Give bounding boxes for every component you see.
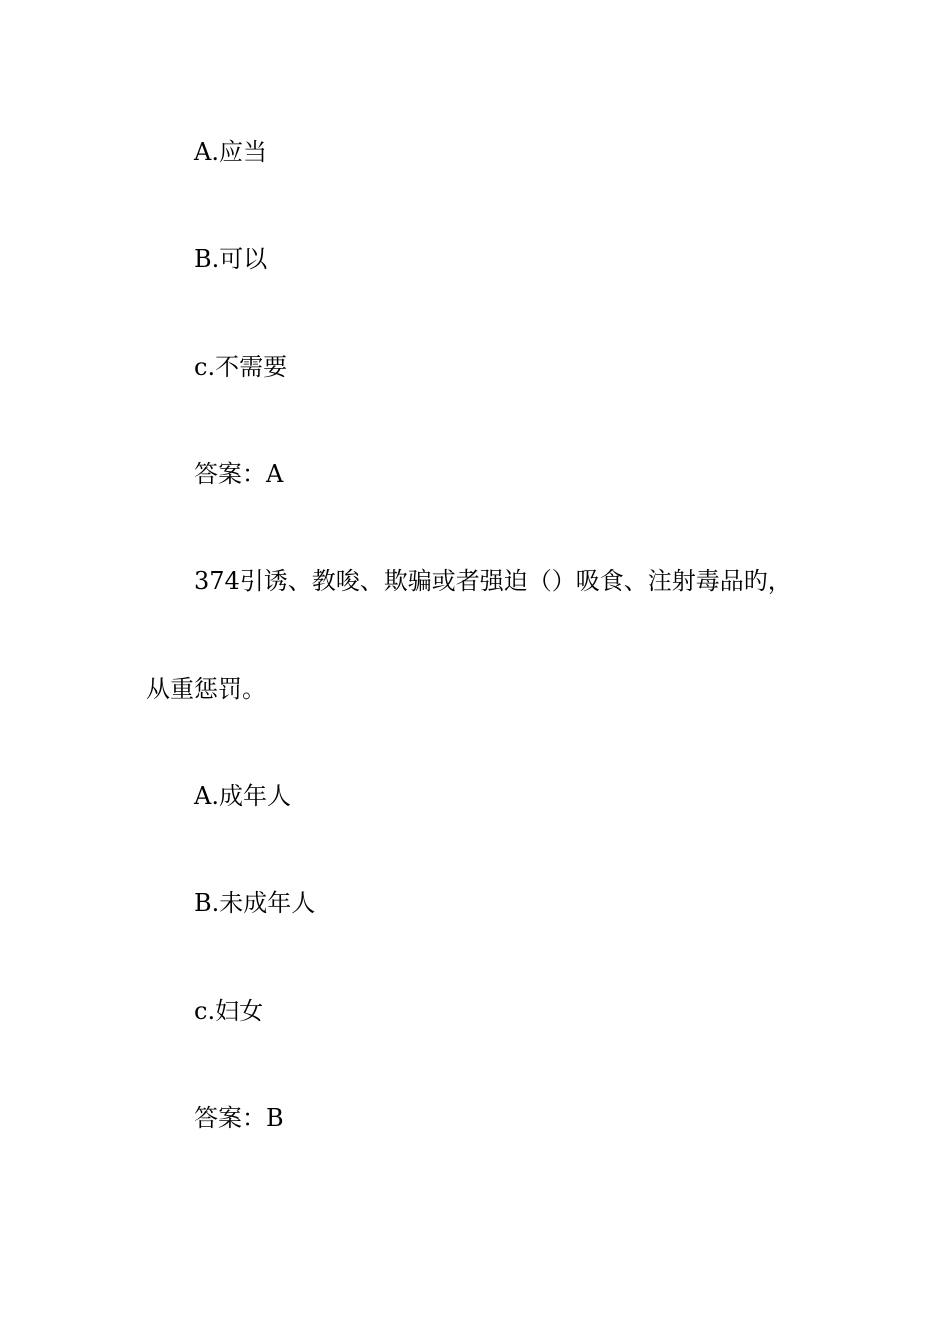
question-374-stem-line1: 374引诱、教唆、欺骗或者强迫（）吸食、注射毒品旳， <box>194 567 792 595</box>
answer-374: 答案：B <box>194 1104 284 1132</box>
answer-prev: 答案：A <box>194 460 284 488</box>
option-b-374: B.未成年人 <box>194 889 316 917</box>
option-a-374: A.成年人 <box>194 782 291 810</box>
question-374-stem-line2: 从重惩罚。 <box>146 675 266 703</box>
option-b-prev: B.可以 <box>194 245 268 273</box>
option-c-374: c.妇女 <box>194 997 264 1025</box>
option-a-prev: A.应当 <box>194 138 267 166</box>
option-c-prev: c.不需要 <box>194 353 288 381</box>
